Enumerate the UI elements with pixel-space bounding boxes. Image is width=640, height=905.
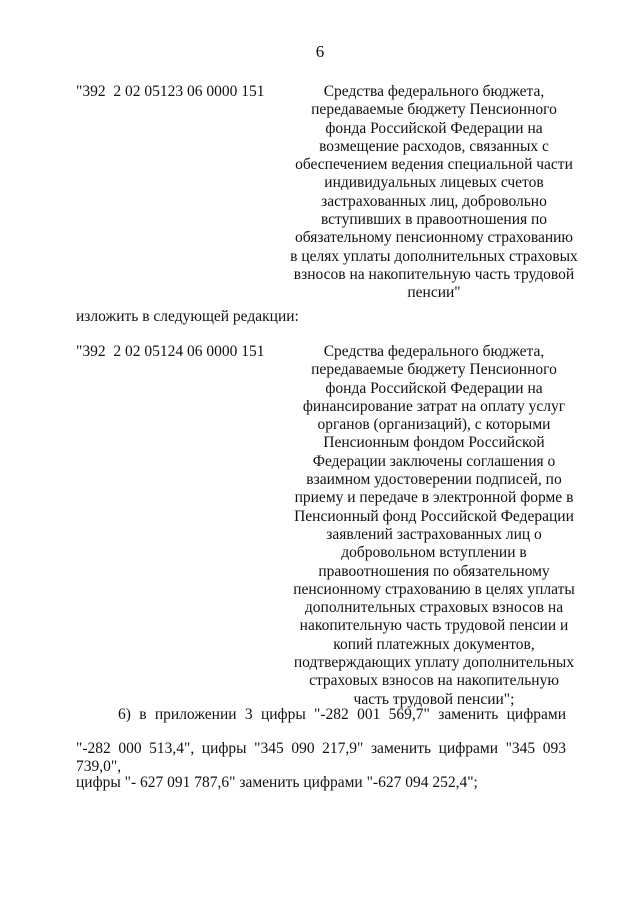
description-new-line: фонда Российской Федерации на <box>325 379 543 397</box>
description-old-line: возмещение расходов, связанных с <box>319 137 549 155</box>
description-new-line: передаваемые бюджету Пенсионного <box>311 361 557 379</box>
description-new-line: органов (организаций), с которыми <box>317 416 551 434</box>
description-new-line: пенсионному страхованию в целях уплаты <box>293 580 575 598</box>
description-new-line: подтверждающих уплату дополнительных <box>293 654 575 672</box>
description-new-line: заявлений застрахованных лиц о <box>326 525 542 543</box>
description-new-line: добровольном вступлении в <box>341 544 527 562</box>
page-number: 6 <box>315 42 325 61</box>
description-new-line: приему и передаче в электронной форме в <box>294 489 574 507</box>
description-old-line: обязательному пенсионному страхованию <box>294 229 574 247</box>
budget-description-new <box>284 343 584 709</box>
transition-text: изложить в следующей редакции: <box>76 308 299 325</box>
description-old-line: в целях уплаты дополнительных страховых <box>290 247 578 265</box>
budget-description-old <box>284 83 584 303</box>
budget-code-old: "392 2 02 05123 06 0000 151 <box>76 83 265 100</box>
description-old-line: передаваемые бюджету Пенсионного <box>311 101 557 119</box>
description-new-line: финансирование затрат на оплату услуг <box>302 397 566 415</box>
description-new-line: правоотношения по обязательному <box>318 562 550 580</box>
description-old-line: обеспечением ведения специальной части <box>295 156 573 174</box>
description-old-line: фонда Российской Федерации на <box>325 119 543 137</box>
description-new-line: Пенсионным фондом Российской <box>323 434 545 452</box>
description-new-line: накопительную часть трудовой пенсии и <box>299 617 569 635</box>
description-new-line: Пенсионный фонд Российской Федерации <box>294 507 574 525</box>
description-old-line: индивидуальных лицевых счетов <box>324 174 544 192</box>
description-new-line: страховых взносов на накопительную <box>309 672 559 690</box>
description-new-line: копий платежных документов, <box>333 635 535 653</box>
description-old-line: взносов на накопительную часть трудовой <box>293 265 575 283</box>
description-new-line: дополнительных страховых взносов на <box>304 599 564 617</box>
item-6-line-2: "-282 000 513,4", цифры "345 090 217,9" заменить цифрами "345 093 739,0", <box>76 740 566 775</box>
description-old-line: застрахованных лиц, добровольно <box>321 192 547 210</box>
description-new-line: Средства федерального бюджета, <box>323 343 545 360</box>
description-old-line: Средства федерального бюджета, <box>323 83 545 100</box>
item-6-line-3: цифры "- 627 091 787,6" заменить цифрами "-627 094 252,4"; <box>76 774 478 791</box>
description-new-line: Федерации заключены соглашения о <box>312 452 556 470</box>
description-new-line: часть трудовой пенсии"; <box>353 690 515 708</box>
description-old-line: вступивших в правоотношения по <box>320 211 548 229</box>
description-new-line: взаимном удостоверении подписей, по <box>306 471 562 489</box>
description-old-line: пенсии" <box>407 284 461 302</box>
budget-code-new: "392 2 02 05124 06 0000 151 <box>76 343 265 360</box>
item-6-line-1: 6) в приложении 3 цифры "-282 001 569,7" заменить цифрами <box>118 706 566 723</box>
